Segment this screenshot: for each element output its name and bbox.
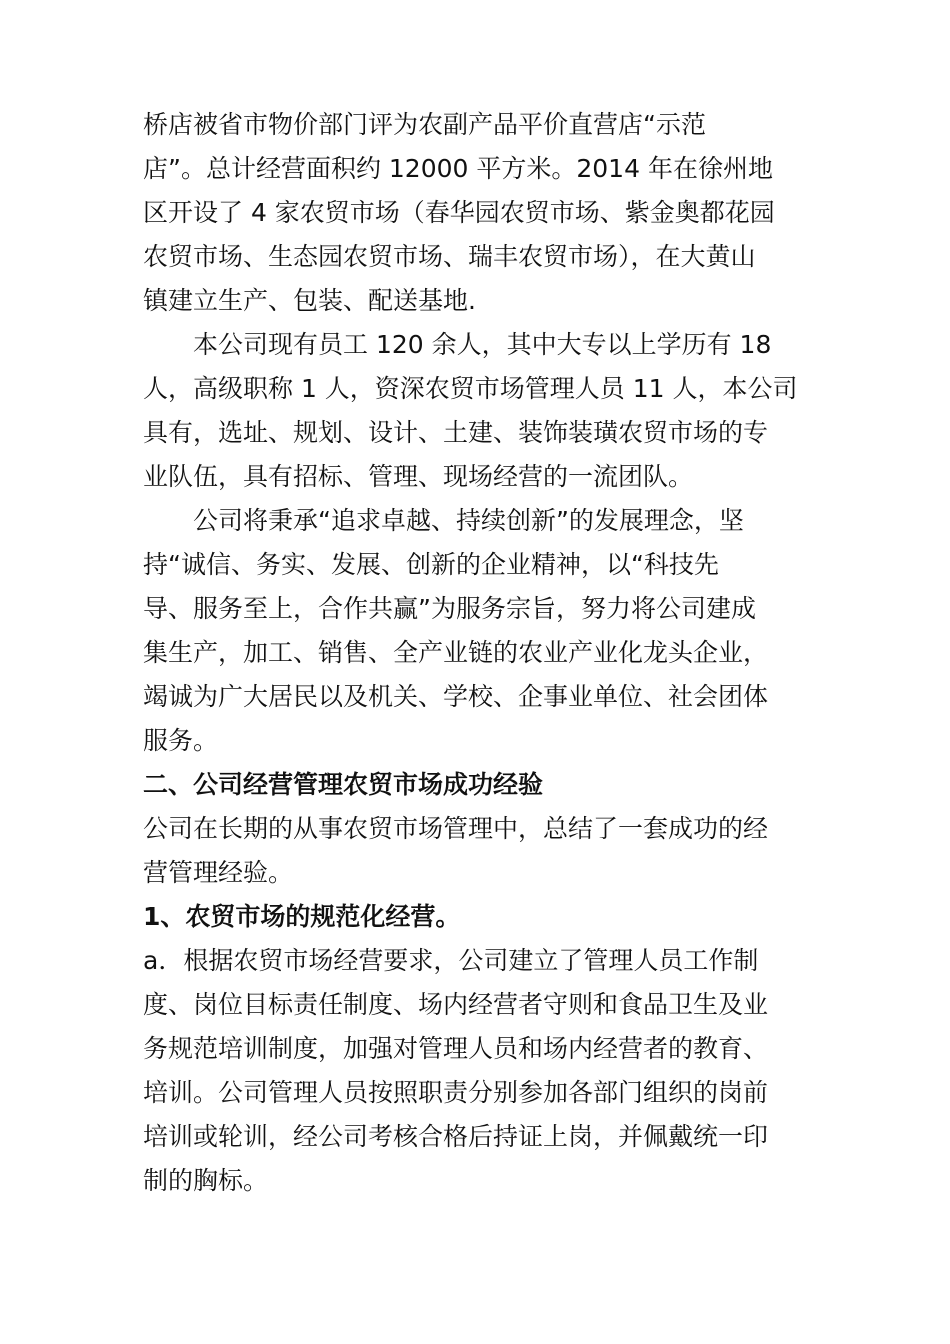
paragraph-management-rules: a．根据农贸市场经营要求，公司建立了管理人员工作制 度、岗位目标责任制度、场内经营者守则和食品卫生及业 务规范培训制度，加强对管理人员和场内经营者的教育、 培训。公司管理人员按照职责分别参加各部门组织的岗前 培训或轮训，经公司考核合格后持证上岗，并佩戴统一印 制的胸标。 — [143, 946, 769, 1195]
paragraph-staff: 本公司现有员工 120 余人，其中大专以上学历有 18 人，高级职称 1 人，资深农贸市场管理人员 11 人，本公司 具有，选址、规划、设计、土建、装饰装璜农贸市场的专 业队伍，具有招标、管理、现场经营的一流团队。 — [143, 330, 798, 491]
document-page — [143, 103, 813, 1203]
subheading-standardized-operation: 1、农贸市场的规范化经营。 — [143, 902, 461, 931]
paragraph-company-sites: 桥店被省市物价部门评为农副产品平价直营店“示范 店”。总计经营面积约 12000 平方米。2014 年在徐州地 区开设了 4 家农贸市场（春华园农贸市场、紫金奥都花园 农贸市场、生态园农贸市场、瑞丰农贸市场），在大黄山 镇建立生产、包装、配送基地. — [143, 110, 775, 315]
paragraph-experience-intro: 公司在长期的从事农贸市场管理中，总结了一套成功的经 营管理经验。 — [143, 814, 769, 887]
section-heading-experience: 二、公司经营管理农贸市场成功经验 — [143, 770, 544, 799]
paragraph-philosophy: 公司将秉承“追求卓越、持续创新”的发展理念，坚 持“诚信、务实、发展、创新的企业精神，以“科技先 导、服务至上，合作共赢”为服务宗旨，努力将公司建成 集生产，加工、销售、全产业链的农业产业化龙头企业， 竭诚为广大居民以及机关、学校、企事业单位、社会团体 服务。 — [143, 506, 769, 755]
